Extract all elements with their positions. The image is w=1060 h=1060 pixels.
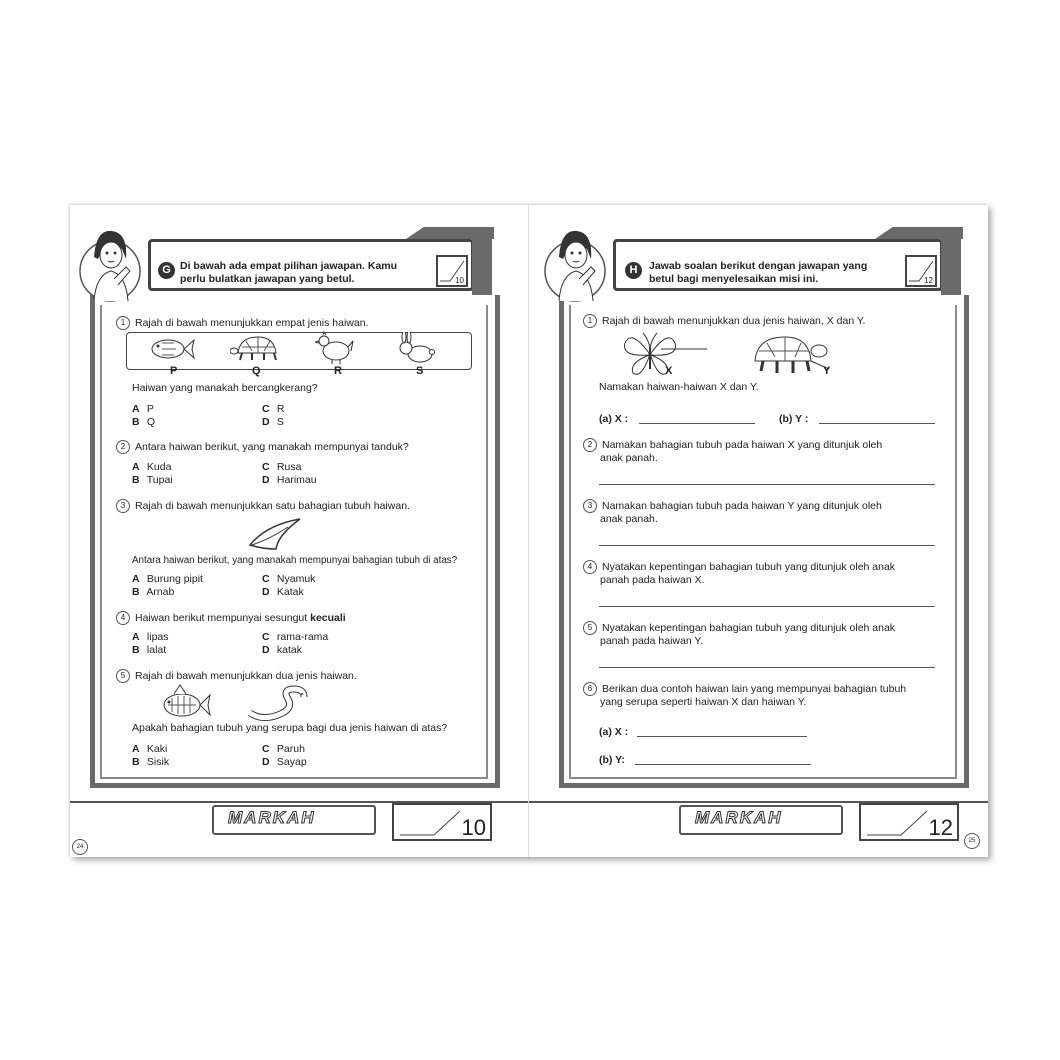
question-1: 1 Rajah di bawah menunjukkan dua jenis haiwan, X dan Y. bbox=[583, 314, 865, 328]
markah-score-box: 10 bbox=[392, 803, 492, 841]
answer-5-line[interactable] bbox=[599, 667, 935, 668]
q1-option-b[interactable]: B Q bbox=[132, 416, 156, 428]
left-page bbox=[70, 205, 529, 857]
label-p: P bbox=[170, 365, 178, 377]
question-2: 2 Namakan bahagian tubuh pada haiwan X yang ditunjuk oleh anak panah. bbox=[583, 438, 882, 465]
label-r: R bbox=[334, 365, 342, 377]
question-1-prompt: Namakan haiwan-haiwan X dan Y. bbox=[599, 381, 759, 393]
section-badge: G bbox=[158, 262, 175, 279]
header-right-bar bbox=[472, 233, 492, 295]
answer-3-line[interactable] bbox=[599, 545, 935, 546]
q4-option-d[interactable]: D katak bbox=[262, 644, 303, 656]
page-number: 24 bbox=[72, 839, 88, 855]
score-box: 12 bbox=[905, 255, 937, 287]
question-1-prompt: Haiwan yang manakah bercangkerang? bbox=[132, 382, 318, 394]
q2-option-a[interactable]: A Kuda bbox=[132, 461, 172, 473]
answer-2-line[interactable] bbox=[599, 484, 935, 485]
tortoise-icon bbox=[230, 333, 284, 363]
tortoise-icon bbox=[745, 331, 831, 377]
workbook-spread bbox=[70, 205, 988, 857]
answer-y-label: (b) Y : bbox=[779, 413, 809, 425]
header-right-bar bbox=[941, 233, 961, 295]
question-3: 3 Namakan bahagian tubuh pada haiwan Y yang ditunjuk oleh anak panah. bbox=[583, 499, 882, 526]
question-1: 1 Rajah di bawah menunjukkan empat jenis haiwan. bbox=[116, 316, 368, 330]
q1-option-d[interactable]: D S bbox=[262, 416, 284, 428]
student-avatar bbox=[539, 219, 611, 309]
q4-option-c[interactable]: C rama-rama bbox=[262, 631, 329, 643]
answer-6a-line[interactable] bbox=[637, 736, 807, 737]
q2-option-b[interactable]: B Tupai bbox=[132, 474, 173, 486]
q5-option-a[interactable]: A Kaki bbox=[132, 743, 168, 755]
q3-option-d[interactable]: D Katak bbox=[262, 586, 304, 598]
q3-option-a[interactable]: A Burung pipit bbox=[132, 573, 203, 585]
answer-6b-line[interactable] bbox=[635, 764, 811, 765]
q3-option-c[interactable]: C Nyamuk bbox=[262, 573, 316, 585]
label-y: Y bbox=[823, 365, 831, 377]
instruction-text: Jawab soalan berikut dengan jawapan yang betul bagi menyelesaikan misi ini. bbox=[649, 260, 868, 285]
answer-6a-label: (a) X : bbox=[599, 726, 629, 738]
question-2: 2 Antara haiwan berikut, yang manakah mempunyai tanduk? bbox=[116, 440, 409, 454]
q3-option-b[interactable]: B Arnab bbox=[132, 586, 175, 598]
q2-option-d[interactable]: D Harimau bbox=[262, 474, 317, 486]
label-x: X bbox=[665, 365, 673, 377]
markah-label: MARKAH bbox=[228, 808, 316, 827]
chicken-icon bbox=[314, 331, 354, 365]
q5-option-c[interactable]: C Paruh bbox=[262, 743, 305, 755]
markah-label: MARKAH bbox=[695, 808, 783, 827]
rabbit-icon bbox=[396, 332, 436, 364]
q1-option-a[interactable]: A P bbox=[132, 403, 154, 415]
q1-option-c[interactable]: C R bbox=[262, 403, 285, 415]
score-box: 10 bbox=[436, 255, 468, 287]
answer-y-line[interactable] bbox=[819, 423, 935, 424]
answer-4-line[interactable] bbox=[599, 606, 935, 607]
fish-icon bbox=[146, 335, 196, 363]
question-5-prompt: Apakah bahagian tubuh yang serupa bagi dua jenis haiwan di atas? bbox=[132, 722, 448, 734]
label-s: S bbox=[416, 365, 424, 377]
question-6: 6 Berikan dua contoh haiwan lain yang mempunyai bahagian tubuh yang serupa seperti haiwan X dan haiwan Y. bbox=[583, 682, 906, 709]
student-avatar bbox=[74, 219, 146, 309]
section-badge: H bbox=[625, 262, 642, 279]
instruction-text: Di bawah ada empat pilihan jawapan. Kamu perlu bulatkan jawapan yang betul. bbox=[180, 260, 398, 285]
q4-option-a[interactable]: A lipas bbox=[132, 631, 169, 643]
answer-x-label: (a) X : bbox=[599, 413, 629, 425]
page-number: 25 bbox=[964, 833, 980, 849]
question-5: 5 Nyatakan kepentingan bahagian tubuh yang ditunjuk oleh anak panah pada haiwan Y. bbox=[583, 621, 895, 648]
question-4: 4 Nyatakan kepentingan bahagian tubuh yang ditunjuk oleh anak panah pada haiwan X. bbox=[583, 560, 895, 587]
right-page bbox=[529, 205, 988, 857]
markah-score-box: 12 bbox=[859, 803, 959, 841]
beak-icon bbox=[246, 515, 304, 551]
snake-icon bbox=[244, 683, 310, 723]
answer-x-line[interactable] bbox=[639, 423, 755, 424]
q5-option-d[interactable]: D Sayap bbox=[262, 756, 307, 768]
question-5: 5 Rajah di bawah menunjukkan dua jenis haiwan. bbox=[116, 669, 357, 683]
answer-6b-label: (b) Y: bbox=[599, 754, 625, 766]
q4-option-b[interactable]: B lalat bbox=[132, 644, 167, 656]
q2-option-c[interactable]: C Rusa bbox=[262, 461, 302, 473]
question-3-prompt: Antara haiwan berikut, yang manakah mempunyai bahagian tubuh di atas? bbox=[132, 555, 458, 566]
fish-skeleton-icon bbox=[156, 683, 212, 721]
question-4: 4 Haiwan berikut mempunyai sesungut kecuali bbox=[116, 611, 346, 625]
q5-option-b[interactable]: B Sisik bbox=[132, 756, 170, 768]
label-q: Q bbox=[252, 365, 261, 377]
question-3: 3 Rajah di bawah menunjukkan satu bahagian tubuh haiwan. bbox=[116, 499, 410, 513]
